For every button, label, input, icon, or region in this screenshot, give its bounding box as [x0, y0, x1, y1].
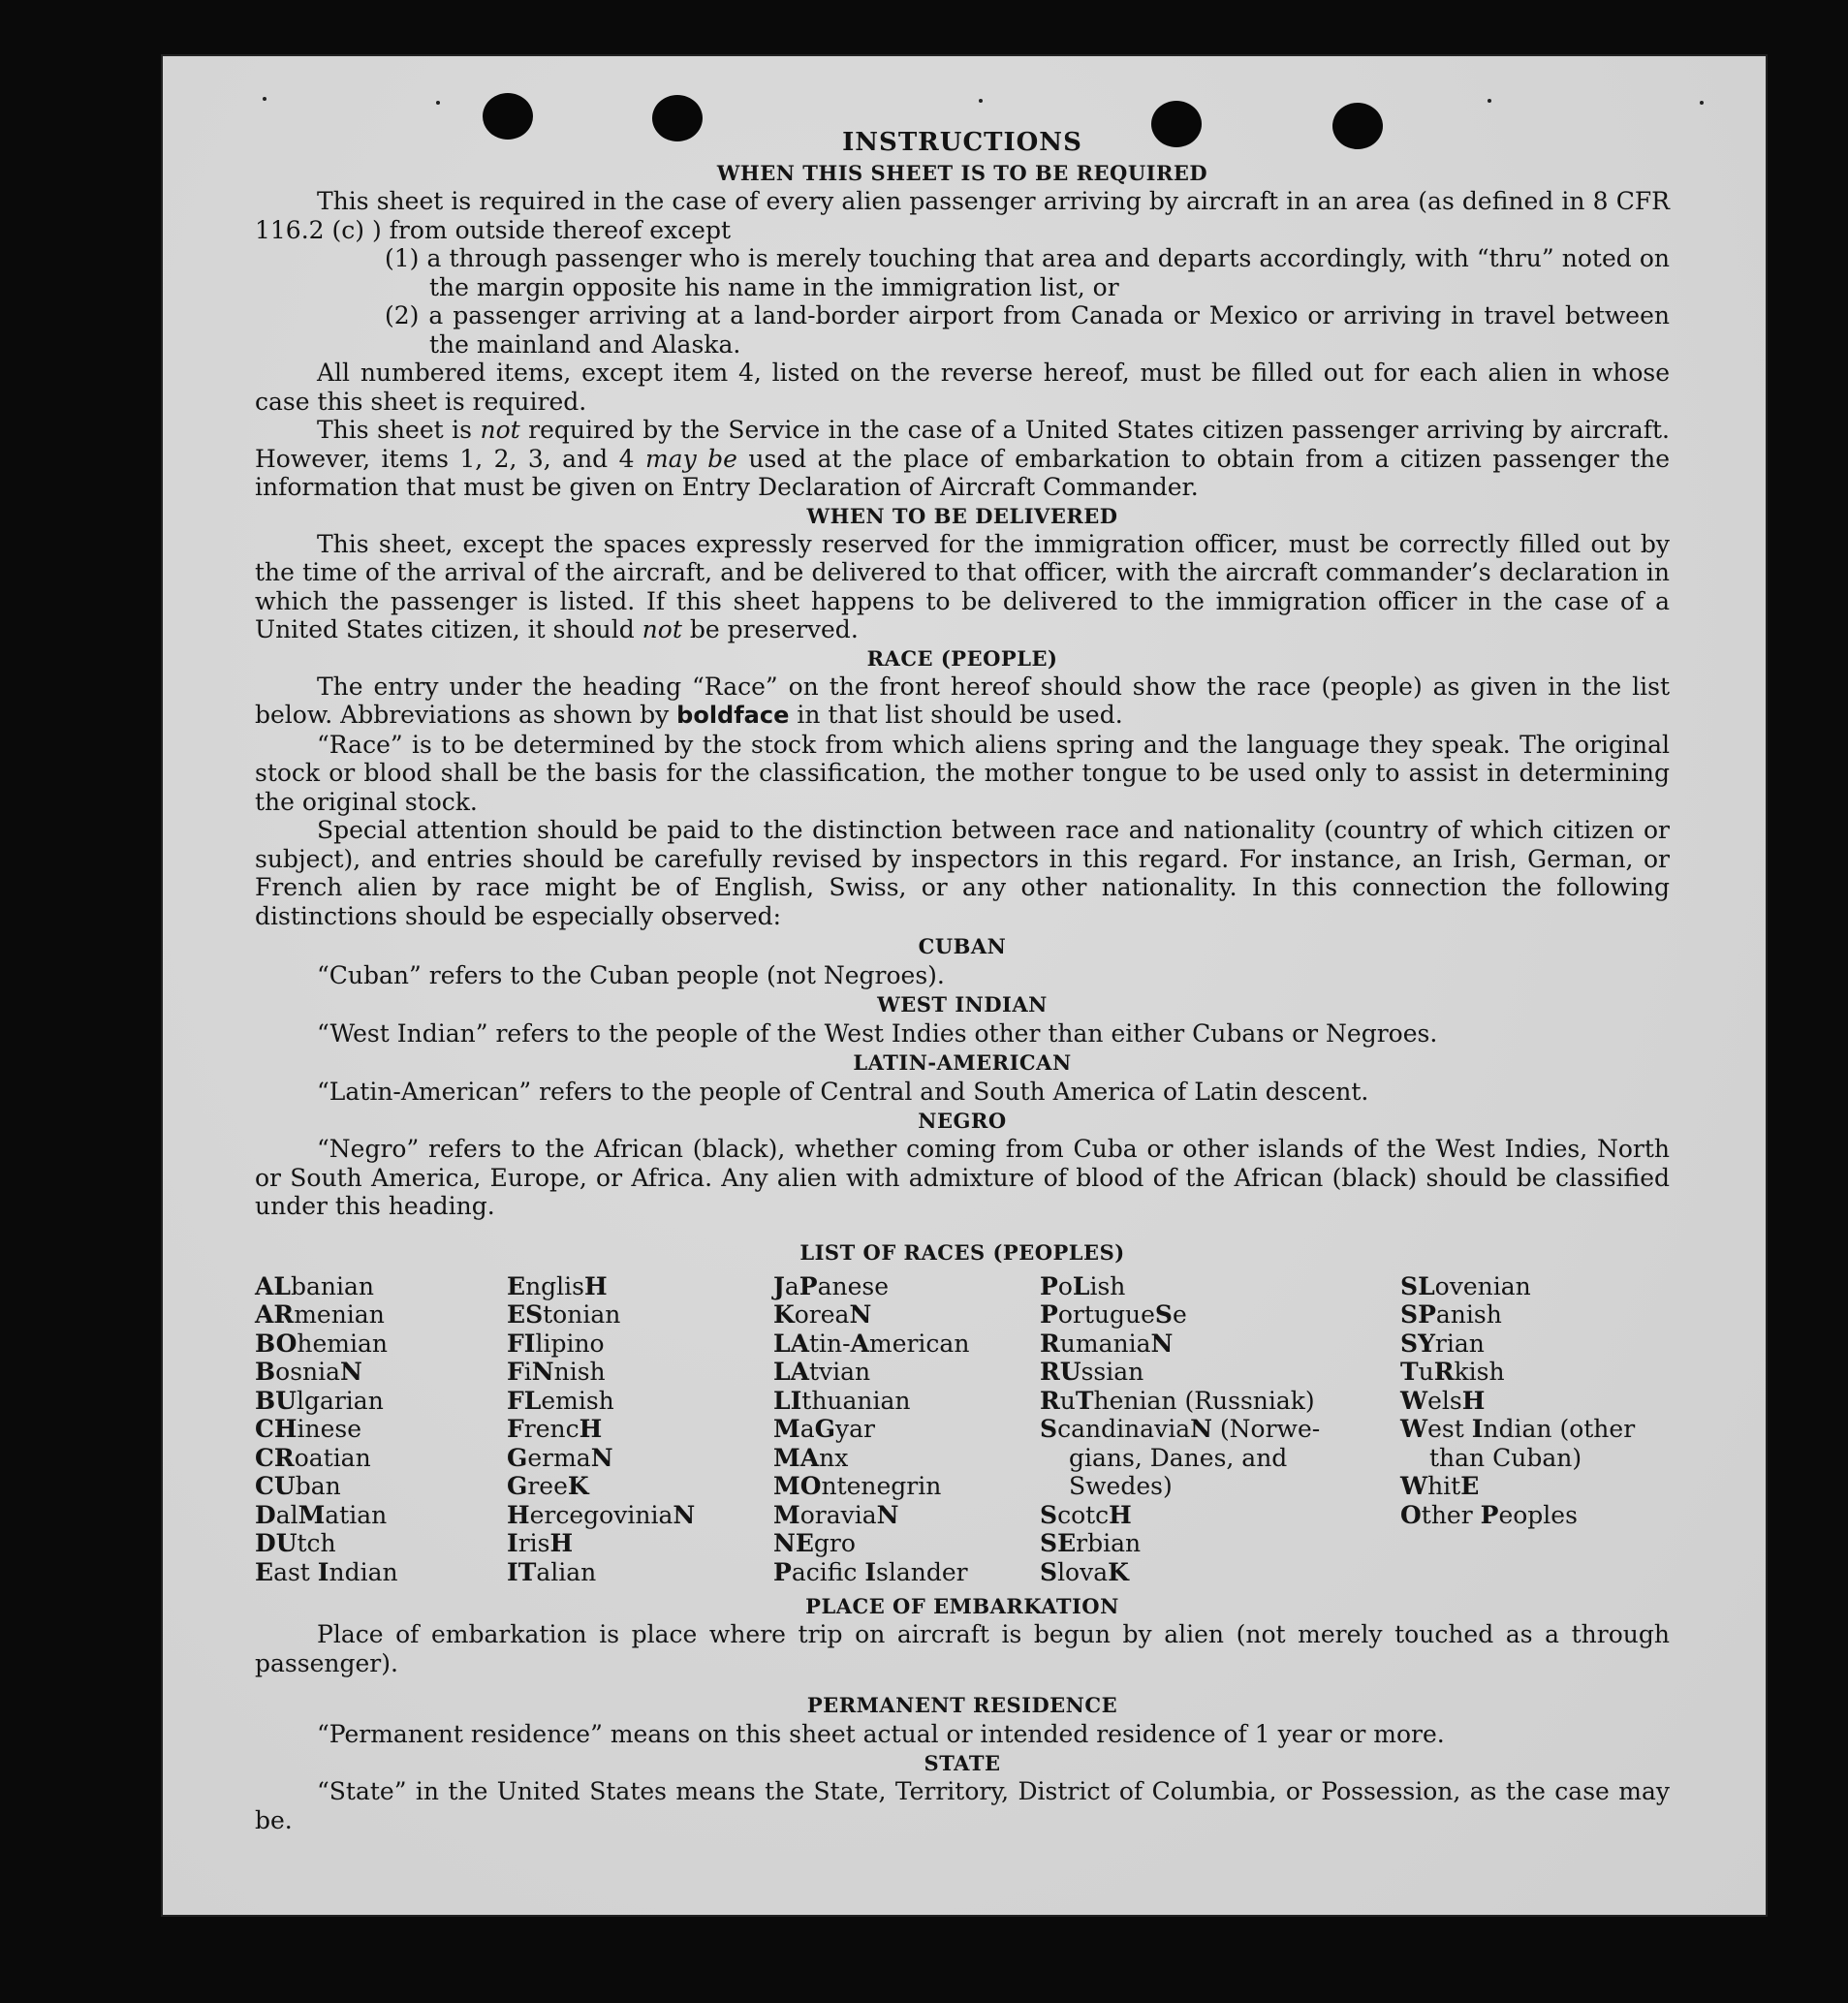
race-entry: FLemish	[507, 1386, 614, 1415]
race-entry: West Indian (other	[1400, 1415, 1636, 1443]
distinction-text-cuban: “Cuban” refers to the Cuban people (not Negroes).	[317, 961, 945, 989]
race-entry: PortugueSe	[1040, 1300, 1187, 1329]
race-entry: RUssian	[1040, 1358, 1144, 1386]
race-entry: EnglisH	[507, 1271, 608, 1300]
races-column	[1400, 1272, 1670, 1587]
speck	[263, 97, 266, 101]
race-entry: FrencH	[507, 1415, 603, 1443]
race-entry: SLovenian	[1400, 1271, 1531, 1300]
race-entry: GreeK	[507, 1472, 589, 1500]
race-entry: RuThenian (Russniak)	[1040, 1386, 1315, 1415]
text-span: This sheet, except the spaces expressly reserved for the immigration officer, must be correctly filled out by the time of the arrival of the aircraft, and be delivered to that officer, with the aircraft commander’s declaration in which the passenger is listed. If this sheet happens to be delivered to the immigration officer in the case of a United States citizen, it should	[255, 529, 1670, 643]
speck	[979, 99, 983, 103]
race-entry: RumaniaN	[1040, 1329, 1174, 1358]
race-entry: DalMatian	[255, 1500, 388, 1529]
race-entry: GermaN	[507, 1443, 613, 1472]
section-title-embarkation: PLACE OF EMBARKATION	[805, 1594, 1119, 1618]
race-entry: ALbanian	[255, 1271, 374, 1300]
race-entry: KoreaN	[773, 1300, 872, 1329]
race-entry: BosniaN	[255, 1358, 362, 1386]
race-entry: WelsH	[1400, 1386, 1486, 1415]
section-title-state: STATE	[924, 1751, 1001, 1775]
races-list	[255, 1272, 1670, 1587]
race-entry: ScotcH	[1040, 1500, 1132, 1529]
races-column	[255, 1272, 507, 1587]
races-column	[773, 1272, 1040, 1587]
race-paragraph-3: Special attention should be paid to the distinction between race and nationality (country of which citizen or subject), and entries should be carefully revised by inspectors in this regard. For instance, an Irish, German, or French alien by race might be of English, Swiss, or any other nationality. In this connection the following distinctions should be especially observed:	[255, 816, 1670, 930]
race-paragraph-1	[255, 673, 1670, 731]
text-span: not	[480, 416, 520, 444]
text-span: be preserved.	[681, 615, 859, 643]
race-entry: gians, Danes, and	[1069, 1443, 1288, 1472]
race-entry: WhitE	[1400, 1472, 1480, 1500]
race-entry: LIthuanian	[773, 1386, 911, 1415]
race-entry: SErbian	[1040, 1529, 1142, 1557]
section-title-when-delivered: WHEN TO BE DELIVERED	[806, 503, 1118, 528]
distinction-title-negro: NEGRO	[918, 1109, 1007, 1133]
text-span: in that list should be used.	[789, 701, 1123, 729]
race-entry: East Indian	[255, 1557, 398, 1586]
race-entry: Swedes)	[1069, 1472, 1173, 1500]
race-entry: FiNnish	[507, 1358, 606, 1386]
race-entry: CUban	[255, 1472, 341, 1500]
race-entry: FIlipino	[507, 1329, 605, 1358]
races-list-title: LIST OF RACES (PEOPLES)	[799, 1239, 1125, 1265]
section-title-when-required: WHEN THIS SHEET IS TO BE REQUIRED	[716, 161, 1208, 185]
race-entry: Pacific Islander	[773, 1557, 968, 1586]
race-paragraph-2: “Race” is to be determined by the stock from which aliens spring and the language they speak. The original stock or blood shall be the basis for the classification, the mother tongue to be used only to assist in determining the original stock.	[255, 730, 1670, 816]
distinction-text-latin-american: “Latin-American” refers to the people of Central and South America of Latin descent.	[317, 1078, 1369, 1106]
race-entry: CRoatian	[255, 1443, 371, 1472]
race-entry: MAnx	[773, 1443, 849, 1472]
instructions-content	[255, 126, 1670, 1834]
race-entry: DUtch	[255, 1529, 336, 1557]
race-entry: SPanish	[1400, 1300, 1502, 1329]
citizen-paragraph	[255, 416, 1670, 502]
distinction-text-negro: “Negro” refers to the African (black), whether coming from Cuba or other islands of the West Indies, North or South America, Europe, or Africa. Any alien with admixture of blood of the African (black) should be classified under this heading.	[255, 1135, 1670, 1220]
distinction-title-latin-american: LATIN-AMERICAN	[853, 1050, 1072, 1075]
race-entry: NEgro	[773, 1529, 856, 1557]
races-column	[507, 1272, 773, 1587]
when-delivered-text	[255, 530, 1670, 644]
race-entry: ScandinaviaN (Norwe-	[1040, 1415, 1321, 1443]
exception-1: (1) a through passenger who is merely touching that area and departs accordingly, with “thru” noted on the margin opposite his name in the immigration list, or	[385, 244, 1670, 301]
race-entry: IrisH	[507, 1529, 574, 1557]
text-span: used at the place of embarkation to obtain from a citizen passenger the information that must be given on Entry Declaration of Aircraft Commander.	[255, 444, 1671, 501]
races-column	[1040, 1272, 1400, 1587]
race-entry: CHinese	[255, 1415, 362, 1443]
when-required-intro: This sheet is required in the case of every alien passenger arriving by aircraft in an area (as defined in 8 CFR 116.2 (c) ) from outside thereof except	[255, 187, 1670, 244]
text-span: This sheet is	[317, 416, 481, 444]
distinction-title-west-indian: WEST INDIAN	[877, 992, 1048, 1017]
race-entry: TuRkish	[1400, 1358, 1505, 1386]
page-title: INSTRUCTIONS	[842, 128, 1082, 157]
race-entry: MaGyar	[773, 1415, 875, 1443]
race-entry: MOntenegrin	[773, 1472, 942, 1500]
text-span: may be	[644, 444, 737, 473]
race-entry: than Cuban)	[1429, 1443, 1582, 1472]
speck	[1700, 101, 1704, 105]
race-entry: SYrian	[1400, 1329, 1485, 1358]
exception-2: (2) a passenger arriving at a land-border airport from Canada or Mexico or arriving in travel between the mainland and Alaska.	[385, 301, 1670, 359]
section-title-residence: PERMANENT RESIDENCE	[806, 1693, 1118, 1717]
race-entry: LAtin-American	[773, 1329, 970, 1358]
distinction-text-west-indian: “West Indian” refers to the people of the West Indies other than either Cubans or Negroes.	[317, 1019, 1438, 1048]
speck	[1488, 99, 1491, 103]
race-entry: SlovaK	[1040, 1557, 1129, 1586]
speck	[436, 101, 440, 105]
race-entry: ARmenian	[255, 1300, 385, 1329]
race-entry: PoLish	[1040, 1271, 1126, 1300]
residence-text: “Permanent residence” means on this sheet actual or intended residence of 1 year or more.	[317, 1720, 1445, 1748]
state-text: “State” in the United States means the State, Territory, District of Columbia, or Possession, as the case may be.	[255, 1777, 1670, 1834]
race-entry: MoraviaN	[773, 1500, 899, 1529]
text-span: The entry under the heading “Race” on the front hereof should show the race (people) as given in the list below. Abbreviations as shown by	[255, 672, 1670, 729]
distinction-title-cuban: CUBAN	[918, 934, 1007, 958]
race-entry: HercegoviniaN	[507, 1500, 696, 1529]
section-title-race: RACE (PEOPLE)	[866, 645, 1058, 671]
text-span: not	[642, 615, 682, 643]
race-entry: BOhemian	[255, 1329, 388, 1358]
text-span: required by the Service in the case of a United States citizen passenger arriving by aircraft. However, items 1, 2, 3, and 4	[255, 416, 1670, 473]
document-sheet	[163, 56, 1766, 1915]
race-entry: ITalian	[507, 1557, 597, 1586]
race-entry: LAtvian	[773, 1358, 871, 1386]
text-span: boldface	[676, 702, 790, 729]
race-entry: EStonian	[507, 1300, 621, 1329]
embarkation-text: Place of embarkation is place where trip on aircraft is begun by alien (not merely touched as a through passenger).	[255, 1620, 1670, 1677]
numbered-items-text: All numbered items, except item 4, listed on the reverse hereof, must be filled out for each alien in whose case this sheet is required.	[255, 359, 1670, 416]
race-entry: Other Peoples	[1400, 1500, 1578, 1529]
race-entry: JaPanese	[773, 1271, 889, 1300]
race-entry: BUlgarian	[255, 1386, 384, 1415]
